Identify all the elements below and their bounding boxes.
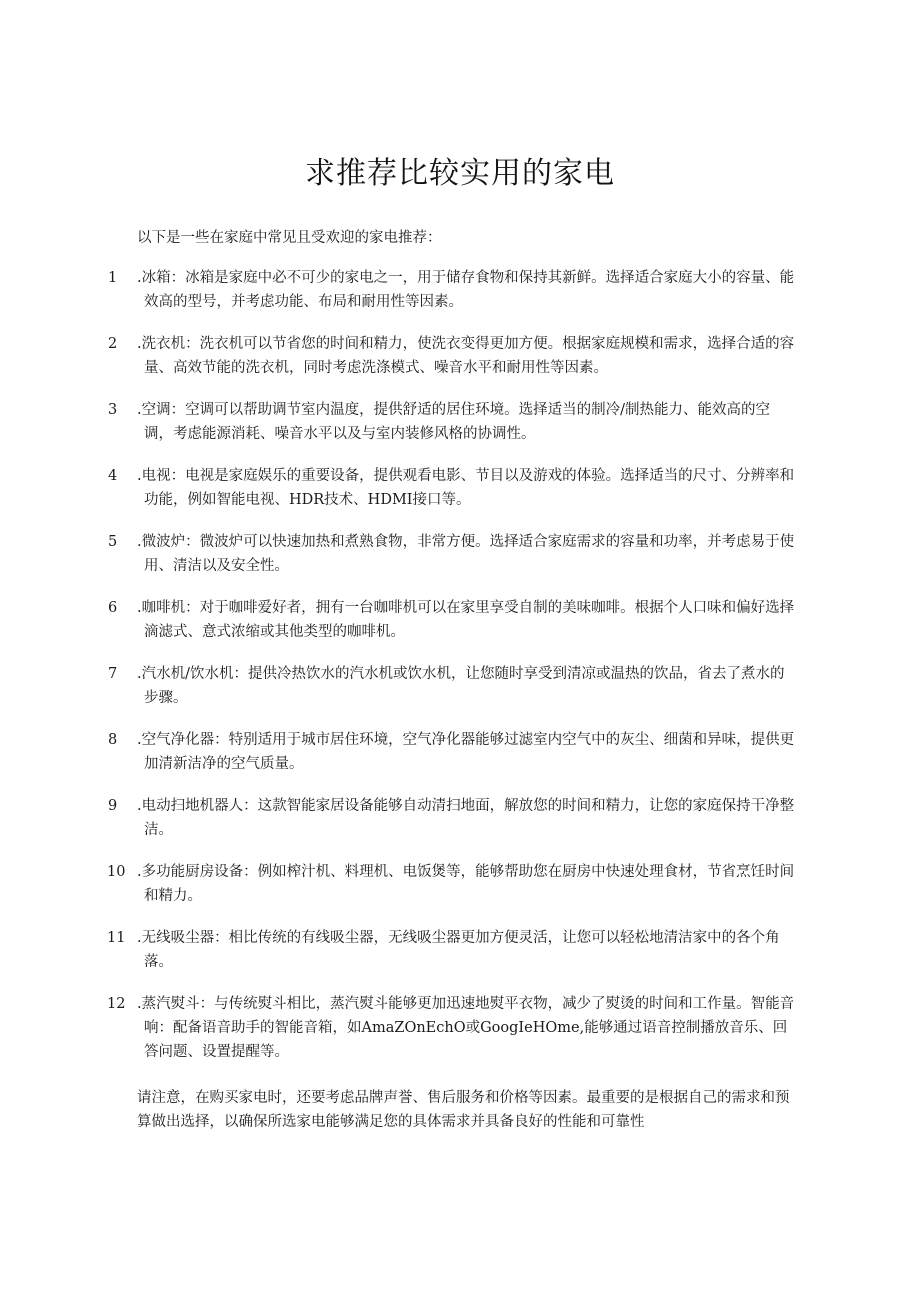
list-item bbox=[108, 596, 798, 644]
intro-paragraph: 以下是一些在家庭中常见且受欢迎的家电推荐： bbox=[137, 230, 442, 246]
item-number: 6 bbox=[108, 600, 118, 616]
list-item bbox=[108, 794, 798, 842]
item-number: 12 bbox=[107, 996, 126, 1012]
item-number: 10 bbox=[107, 864, 126, 880]
list-item bbox=[108, 464, 798, 512]
item-text: .咖啡机：对于咖啡爱好者，拥有一台咖啡机可以在家里享受自制的美味咖啡。根据个人口味和偏好选择滴滤式、意式浓缩或其他类型的咖啡机。 bbox=[137, 600, 795, 640]
item-number: 1 bbox=[108, 270, 118, 286]
list-item bbox=[108, 860, 798, 908]
list-item bbox=[108, 992, 798, 1064]
item-number: 5 bbox=[108, 534, 118, 550]
item-number: 9 bbox=[108, 798, 118, 814]
item-number: 11 bbox=[107, 930, 126, 946]
item-number: 4 bbox=[108, 468, 118, 484]
list-item bbox=[108, 332, 798, 380]
item-text: .汽水机/饮水机：提供冷热饮水的汽水机或饮水机，让您随时享受到清凉或温热的饮品，省去了煮水的步骤。 bbox=[137, 666, 785, 706]
closing-paragraph: 请注意，在购买家电时，还要考虑品牌声誉、售后服务和价格等因素。最重要的是根据自己的需求和预算做出选择，以确保所选家电能够满足您的具体需求并具备良好的性能和可靠性 bbox=[137, 1090, 790, 1130]
item-text: .微波炉：微波炉可以快速加热和煮熟食物，非常方便。选择适合家庭需求的容量和功率，并考虑易于使用、清洁以及安全性。 bbox=[137, 534, 795, 574]
item-text: .电视：电视是家庭娱乐的重要设备，提供观看电影、节目以及游戏的体验。选择适当的尺寸、分辨率和功能，例如智能电视、HDR技术、HDMI接口等。 bbox=[137, 468, 795, 508]
appliance-list bbox=[108, 266, 798, 1082]
item-text: .电动扫地机器人：这款智能家居设备能够自动清扫地面，解放您的时间和精力，让您的家庭保持干净整洁。 bbox=[137, 798, 795, 838]
list-item bbox=[108, 266, 798, 314]
page-title: 求推荐比较实用的家电 bbox=[305, 156, 615, 191]
list-item bbox=[108, 728, 798, 776]
list-item bbox=[108, 398, 798, 446]
item-number: 8 bbox=[108, 732, 118, 748]
item-text: .冰箱：冰箱是家庭中必不可少的家电之一，用于储存食物和保持其新鲜。选择适合家庭大小的容量、能效高的型号，并考虑功能、布局和耐用性等因素。 bbox=[137, 270, 795, 310]
item-text: .多功能厨房设备：例如榨汁机、料理机、电饭煲等，能够帮助您在厨房中快速处理食材，节省烹饪时间和精力。 bbox=[137, 864, 795, 904]
list-item bbox=[108, 926, 798, 974]
item-text: .蒸汽熨斗：与传统熨斗相比，蒸汽熨斗能够更加迅速地熨平衣物，减少了熨烫的时间和工作量。智能音响：配备语音助手的智能音箱，如AmaZOnEchO或GoogIeHOme,能够通过语音控制播放音乐、回答问题、设置提醒等。 bbox=[137, 996, 795, 1060]
item-number: 2 bbox=[108, 336, 118, 352]
item-number: 7 bbox=[108, 666, 118, 682]
item-text: .无线吸尘器：相比传统的有线吸尘器，无线吸尘器更加方便灵活，让您可以轻松地清洁家中的各个角落。 bbox=[137, 930, 780, 970]
list-item bbox=[108, 662, 798, 710]
item-number: 3 bbox=[108, 402, 118, 418]
item-text: .空气净化器：特别适用于城市居住环境，空气净化器能够过滤室内空气中的灰尘、细菌和异味，提供更加清新洁净的空气质量。 bbox=[137, 732, 795, 772]
item-text: .洗衣机：洗衣机可以节省您的时间和精力，使洗衣变得更加方便。根据家庭规模和需求，选择合适的容量、高效节能的洗衣机，同时考虑洗涤模式、噪音水平和耐用性等因素。 bbox=[137, 336, 795, 376]
item-text: .空调：空调可以帮助调节室内温度，提供舒适的居住环境。选择适当的制冷/制热能力、能效高的空调，考虑能源消耗、噪音水平以及与室内装修风格的协调性。 bbox=[137, 402, 770, 442]
list-item bbox=[108, 530, 798, 578]
